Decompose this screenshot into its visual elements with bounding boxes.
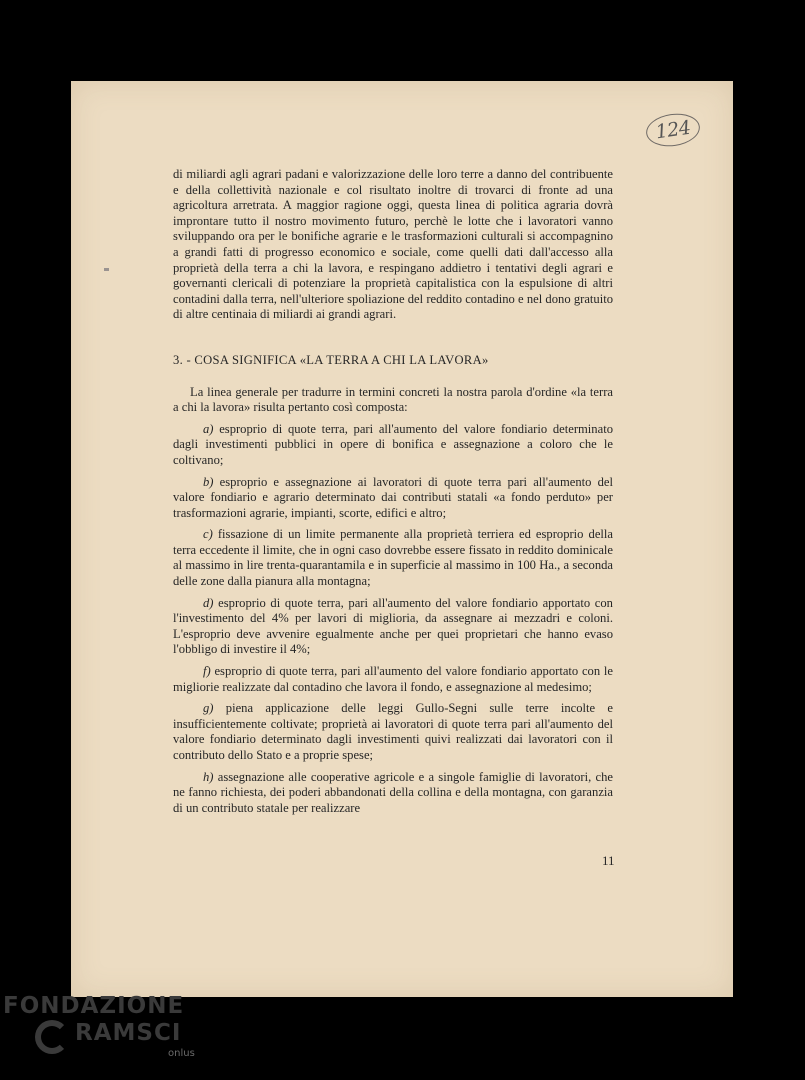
item-letter: f) bbox=[203, 664, 211, 679]
section-heading: 3. - COSA SIGNIFICA «LA TERRA A CHI LA LAVORA» bbox=[173, 352, 489, 367]
item-letter: g) bbox=[203, 701, 214, 716]
lead-paragraph: La linea generale per tradurre in termini concreti la nostra parola d'ordine «la terra a chi la lavora» risulta pertanto così composta: bbox=[173, 384, 613, 415]
intro-paragraph: di miliardi agli agrari padani e valorizzazione delle loro terre a danno del contribuente e della collettività nazionale e col risultato inoltre di trovarci di fronte ad una agricoltura arretrata. A maggior ragione oggi, questa linea di politica agraria dovrà improntare tutto il nostro movimento futuro, perchè le lotte che i lavoratori vanno sviluppando ora per le bonifiche agrarie e le trasformazioni culturali si accompagnino a grandi fatti di progresso economico e sociale, come quelli dati dall'accesso alla proprietà della terra a chi la lavora, e respingano addietro i tentativi degli agrari e governanti clericali di potenziare la proprietà capitalistica con la espulsione di altri contadini dalla terra, nell'ulteriore spoliazione del reddito contadino e nel dono gratuito di altre centinaia di miliardi ai grandi agrari. bbox=[173, 167, 613, 322]
document-page bbox=[71, 81, 733, 997]
margin-mark bbox=[104, 268, 109, 271]
item-text: assegnazione alle cooperative agricole e a singole famiglie di lavoratori, che ne fanno richiesta, dei poderi abbandonati della collina e della montagna, con garanzia di un contributo statale per realizzare bbox=[173, 769, 613, 815]
item-letter: h) bbox=[203, 769, 214, 784]
g-logo-icon bbox=[35, 1020, 69, 1054]
item-letter: d) bbox=[203, 595, 214, 610]
page-number: 11 bbox=[602, 853, 615, 868]
logo-line1: FONDAZIONE bbox=[3, 993, 185, 1019]
item-letter: a) bbox=[203, 421, 214, 436]
list-item bbox=[173, 664, 613, 695]
logo-onlus: onlus bbox=[168, 1048, 195, 1059]
list-item bbox=[173, 475, 613, 522]
document-text bbox=[173, 167, 613, 822]
list-item bbox=[173, 770, 613, 817]
item-text: esproprio di quote terra, pari all'aumento del valore fondiario apportato con l'investimento del 4% per lavori di miglioria, da assegnare ai mezzadri e coloni. L'esproprio deve avvenire egualmente anche per quei proprietari che hanno evaso l'obbligo di investire il 4%; bbox=[173, 595, 613, 657]
list-item bbox=[173, 527, 613, 589]
item-text: esproprio di quote terra, pari all'aumento del valore fondiario determinato dagli investimenti pubblici in opere di bonifica e assegnazione a coloro che le coltivano; bbox=[173, 421, 613, 467]
item-text: piena applicazione delle leggi Gullo-Segni sulle terre incolte e insufficientemente coltivate; proprietà ai lavoratori di quote terra pari all'aumento del valore fondiario determinato dagli investimenti quivi realizzati dai lavoratori con il contributo dello Stato e a proprie spese; bbox=[173, 701, 613, 762]
foundation-logo bbox=[3, 993, 203, 1068]
list-item bbox=[173, 422, 613, 469]
item-text: esproprio di quote terra, pari all'aumento del valore fondiario apportato con le migliorie realizzate dal contadino che lavora il fondo, e assegnazione al medesimo; bbox=[173, 664, 613, 694]
item-letter: c) bbox=[203, 527, 213, 542]
item-letter: b) bbox=[203, 474, 214, 489]
logo-line2: RAMSCI bbox=[75, 1020, 182, 1046]
item-text: esproprio e assegnazione ai lavoratori di quote terra pari all'aumento del valore fondiario e agrario determinato dai contributi statali «a fondo perduto» per trasformazioni agrarie, impianti, scorte, edifici e altro; bbox=[173, 474, 613, 520]
list-item bbox=[173, 701, 613, 763]
handwritten-page-number: 124 bbox=[644, 110, 702, 149]
list-item bbox=[173, 596, 613, 658]
item-text: fissazione di un limite permanente alla proprietà terriera ed esproprio della terra eccedente il limite, che in ogni caso dovrebbe essere fissato in reddito dominicale al massimo in lire trenta-quarantamila e in superficie al massimo in 100 Ha., a seconda delle zone dalla pianura alla montagna; bbox=[173, 527, 613, 589]
